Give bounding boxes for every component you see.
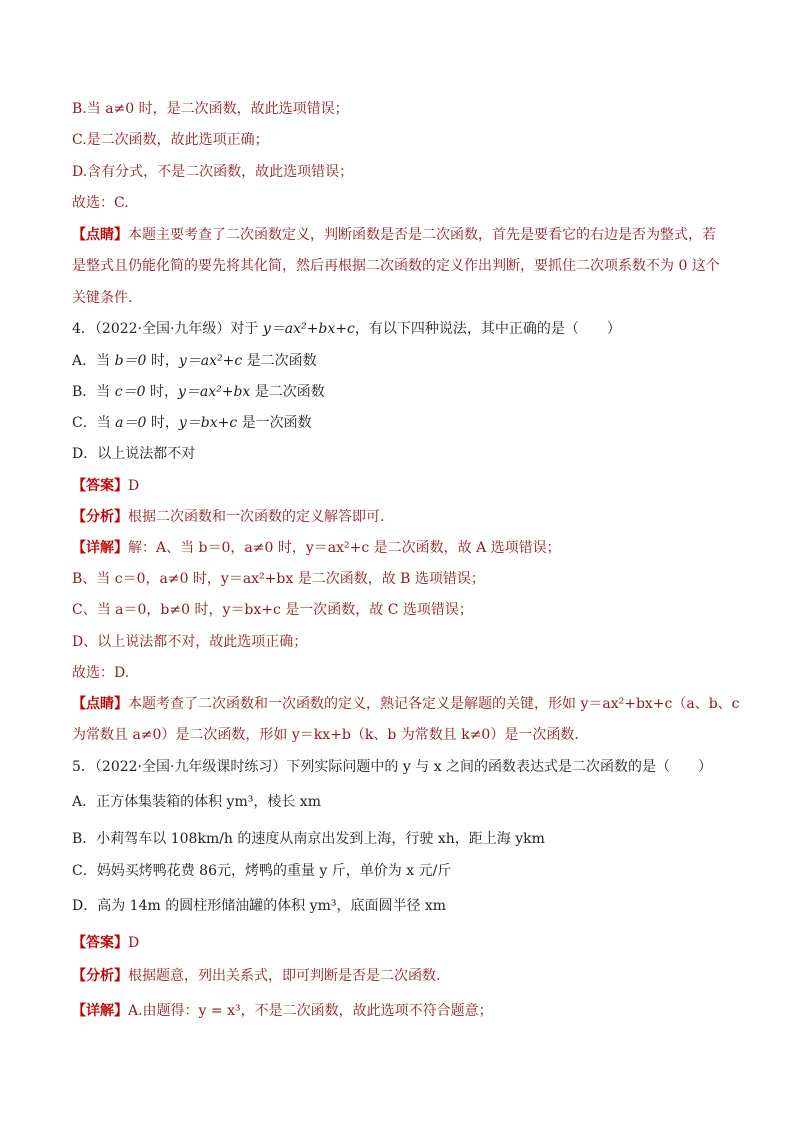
note-line [72,225,722,245]
note-tag: 【点睛】 [72,696,128,712]
option-c [72,413,722,433]
question-4 [72,319,722,339]
detail-text: A.由题得：y = x³，不是二次函数，故此选项不符合题意； [128,1003,493,1019]
question-5: 5．（2022·全国·九年级课时练习）下列实际问题中的 y 与 x 之间的函数表达式是二次函数的是（ ） [72,759,713,775]
question-text: ，有以下四种说法，其中正确的是（ ） [354,321,621,337]
formula: y＝ax²+bx [177,384,251,400]
option-d: D．以上说法都不对 [72,446,196,462]
text-line: C.是二次函数，故此选项正确； [72,132,269,148]
detail-line [72,1001,722,1021]
analysis-text: 根据题意，列出关系式，即可判断是否是二次函数. [128,968,441,984]
analysis-line [72,966,722,986]
analysis-tag: 【分析】 [72,968,128,984]
note-line [72,694,740,714]
formula: y＝ax²+c [178,353,243,369]
option-text: 是二次函数 [250,384,325,400]
detail-tag: 【详解】 [72,540,128,556]
answer-line [72,933,722,953]
option-text: 是一次函数 [237,415,312,431]
text-line: D、以上说法都不对，故此选项正确； [72,634,308,650]
detail-tag: 【详解】 [72,1003,128,1019]
formula: b＝0 [114,353,147,369]
option-text: C．当 [72,415,116,431]
option-c: C．妈妈买烤鸭花费 86元，烤鸭的重量 y 斤，单价为 x 元/斤 [72,863,452,879]
text-line: D.含有分式，不是二次函数，故此选项错误； [72,164,354,180]
detail-text: 解：A、当 b＝0，a≠0 时，y＝ax²+c 是二次函数，故 A 选项错误； [128,540,561,556]
analysis-tag: 【分析】 [72,509,128,525]
question-text: 4．（2022·全国·九年级）对于 [72,321,263,337]
option-text: B．当 [72,384,115,400]
text-line: 关键条件. [72,290,133,306]
option-d: D．高为 14m 的圆柱形储油罐的体积 ym³，底面圆半径 xm [72,898,447,914]
option-a [72,351,722,371]
formula: a＝0 [115,415,147,431]
analysis-text: 根据二次函数和一次函数的定义解答即可. [128,509,385,525]
formula: c＝0 [114,384,146,400]
text-line: C、当 a＝0，b≠0 时，y＝bx+c 是一次函数，故 C 选项错误； [72,602,473,618]
answer-tag: 【答案】 [72,935,128,951]
text-line: B.当 a≠0 时，是二次函数，故此选项错误； [72,101,349,117]
answer-tag: 【答案】 [72,478,128,494]
formula: y＝ax²+bx+c [262,321,355,337]
analysis-line [72,507,722,527]
note-text: 本题主要考查了二次函数定义，判断函数是否是二次函数，首先是要看它的右边是否为整式，若 [128,227,716,243]
text-line: 为常数且 a≠0）是二次函数，形如 y＝kx+b（k、b 为常数且 k≠0）是一次函数. [72,727,579,743]
option-a: A．正方体集装箱的体积 ym³，棱长 xm [72,794,321,810]
option-text: 时， [146,353,179,369]
answer-line [72,476,722,496]
note-tag: 【点睛】 [72,227,128,243]
detail-line [72,538,722,558]
option-text: 时， [145,384,178,400]
answer-text: D [128,935,140,951]
option-b [72,382,722,402]
option-text: 是二次函数 [242,353,317,369]
text-line: 故选：C. [72,195,129,211]
text-line: 故选：D. [72,665,130,681]
text-line: B、当 c＝0，a≠0 时，y＝ax²+bx 是二次函数，故 B 选项错误； [72,571,485,587]
note-text: 本题考查了二次函数和一次函数的定义，熟记各定义是解题的关键，形如 y＝ax²+bx+c（a、b、c [128,696,740,712]
formula: y＝bx+c [178,415,238,431]
option-text: 时， [146,415,179,431]
option-text: A．当 [72,353,115,369]
text-line: 是整式且仍能化简的要先将其化简，然后再根据二次函数的定义作出判断，要抓住二次项系数不为 0 这个 [72,258,720,274]
option-b: B．小莉驾车以 108km/h 的速度从南京出发到上海，行驶 xh，距上海 ykm [72,831,545,847]
answer-text: D [128,478,140,494]
